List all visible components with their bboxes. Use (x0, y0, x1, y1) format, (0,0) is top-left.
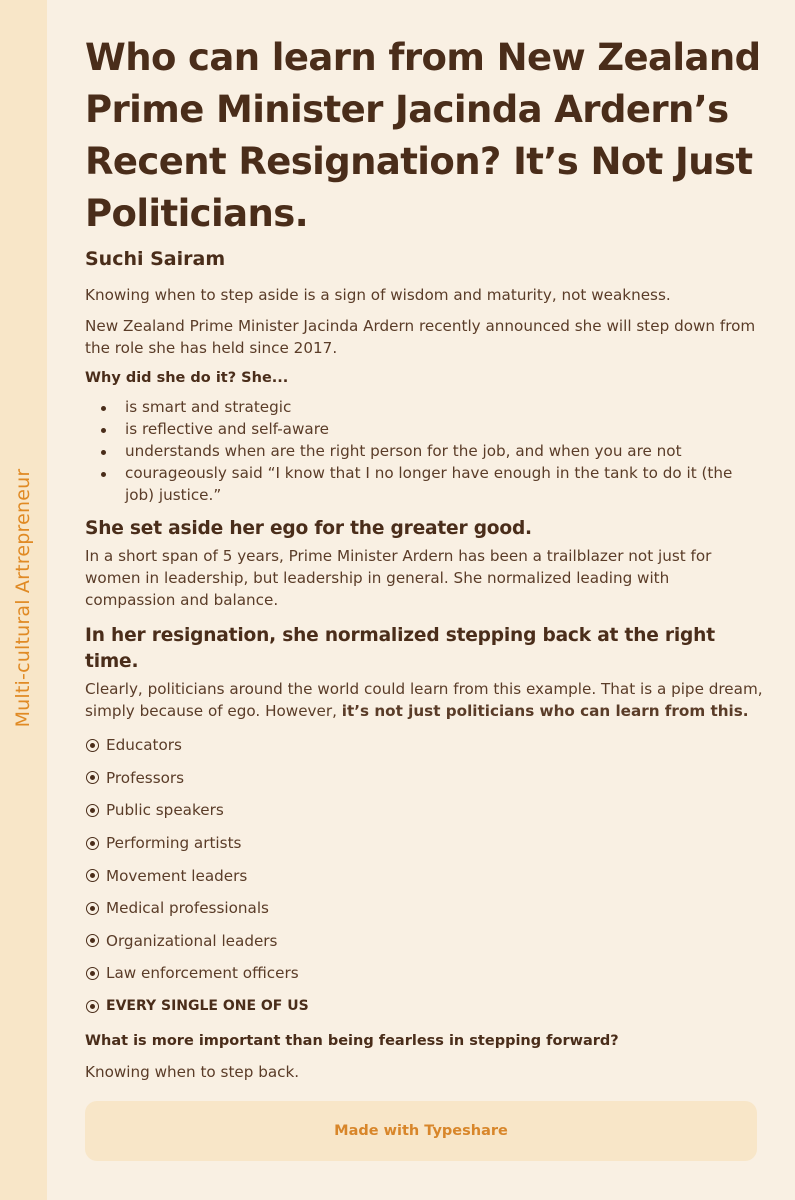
closing-answer: Knowing when to step back. (85, 1063, 300, 1082)
footer-label: Made with Typeshare (334, 1123, 508, 1139)
list-item (85, 827, 763, 860)
author-name: Suchi Sairam (85, 248, 226, 270)
section-heading: In her resignation, she normalized stepping back at the right time. (85, 625, 715, 672)
list-item-label: Movement leaders (106, 866, 248, 885)
closing-question: What is more important than being fearless in stepping forward? (85, 1033, 619, 1050)
list-item-label: EVERY SINGLE ONE OF US (106, 998, 309, 1015)
reasons-list (85, 396, 763, 506)
section-text: Clearly, politicians around the world could learn from this example. That is a pipe dream, simply because of ego. However, (85, 680, 763, 720)
groups-list (85, 729, 763, 1022)
list-item (85, 892, 763, 925)
section-emphasis: it’s not just politicians who can learn from this. (341, 702, 749, 720)
list-item-final (85, 990, 763, 1023)
list-item-label: Public speakers (106, 801, 224, 820)
list-item (85, 794, 763, 827)
announcement-paragraph: New Zealand Prime Minister Jacinda Ardern recently announced she will step down from the role she has held since 2017. (85, 317, 756, 357)
why-heading: Why did she do it? She... (85, 370, 289, 386)
sidebar-label: Multi-cultural Artrepreneur (12, 468, 34, 728)
sidebar (0, 0, 47, 1200)
radio-dot-icon (86, 804, 99, 817)
section-paragraph: In a short span of 5 years, Prime Minister Ardern has been a trailblazer not just for women in leadership, but leadership in general. She normalized leading with compassion and balance. (85, 547, 712, 609)
radio-dot-icon (86, 967, 99, 980)
list-item-label: Medical professionals (106, 899, 269, 918)
list-item: courageously said “I know that I no longer have enough in the tank to do it (the job) justice.” (125, 462, 763, 506)
list-item-label: Law enforcement officers (106, 964, 299, 983)
list-item (85, 729, 763, 762)
typeshare-badge[interactable] (85, 1101, 757, 1161)
list-item (85, 925, 763, 958)
radio-dot-icon (86, 934, 99, 947)
section-paragraph (85, 678, 763, 722)
intro-paragraph: Knowing when to step aside is a sign of wisdom and maturity, not weakness. (85, 286, 671, 304)
radio-dot-icon (86, 869, 99, 882)
list-item-label: Educators (106, 736, 182, 755)
list-item-label: Organizational leaders (106, 931, 278, 950)
article (85, 32, 763, 1083)
radio-dot-icon (86, 771, 99, 784)
list-item (85, 957, 763, 990)
list-item: is smart and strategic (125, 396, 763, 418)
radio-dot-icon (86, 837, 99, 850)
list-item-label: Professors (106, 768, 185, 787)
list-item (85, 859, 763, 892)
radio-dot-icon (86, 1000, 99, 1013)
list-item: understands when are the right person for the job, and when you are not (125, 440, 763, 462)
section-heading: She set aside her ego for the greater good. (85, 518, 532, 539)
list-item: is reflective and self-aware (125, 418, 763, 440)
list-item-label: Performing artists (106, 834, 242, 853)
radio-dot-icon (86, 902, 99, 915)
article-title: Who can learn from New Zealand Prime Minister Jacinda Ardern’s Recent Resignation? It’s Not Just Politicians. (85, 36, 761, 235)
list-item (85, 762, 763, 795)
radio-dot-icon (86, 739, 99, 752)
